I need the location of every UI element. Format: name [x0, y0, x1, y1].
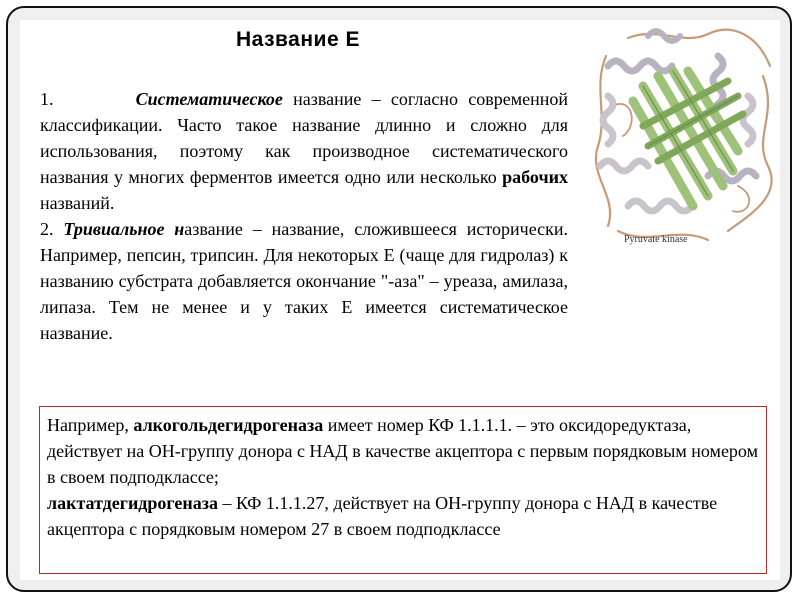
enzyme-alcohol-dehydrogenase: алкогольдегидрогеназа	[133, 415, 324, 435]
example-text-1: имеет номер КФ 1.1.1.1. – это оксидоредуктаза, действует на ОН-группу донора с НАД в качестве акцептора с первым порядковым номером в своем подподклассе;	[47, 415, 758, 487]
item-1	[40, 86, 568, 216]
pyruvate-kinase-structure-image	[588, 26, 778, 248]
item-2-term: Тривиальное н	[63, 219, 185, 239]
item-1-term: Систематическое	[135, 89, 283, 109]
item-1-number: 1.	[40, 89, 54, 109]
item-2-number: 2.	[40, 219, 54, 239]
example-text	[47, 412, 758, 542]
figure-caption: Pyruvate kinase	[624, 234, 688, 245]
example-text-2: – КФ 1.1.1.27, действует на ОН-группу донора с НАД в качестве акцептора с порядковым номером 27 в своем подподклассе	[47, 493, 718, 539]
main-text	[40, 86, 568, 346]
item-1-text-b: названий.	[40, 193, 115, 213]
item-1-text-a: название – согласно современной классификации. Часто такое название длинно и сложно для использования, поэтому как производное систематического названия у многих ферментов имеется одно или несколько	[40, 89, 569, 187]
enzyme-lactate-dehydrogenase: лактатдегидрогеназа	[47, 493, 218, 513]
example-box	[39, 406, 767, 574]
example-intro: Например,	[47, 415, 134, 435]
item-2-text-a: азвание – название, сложившееся исторически. Например, пепсин, трипсин. Для некоторых Е (чаще для гидролаз) к названию субстрата добавляется окончание "-аза" – уреаза, амилаза, липаза. Тем не менее и у таких Е имеется систематическое название.	[40, 219, 568, 343]
item-1-bold-word: рабочих	[502, 167, 568, 187]
item-2	[40, 216, 568, 346]
slide-title: Название Е	[236, 28, 360, 51]
